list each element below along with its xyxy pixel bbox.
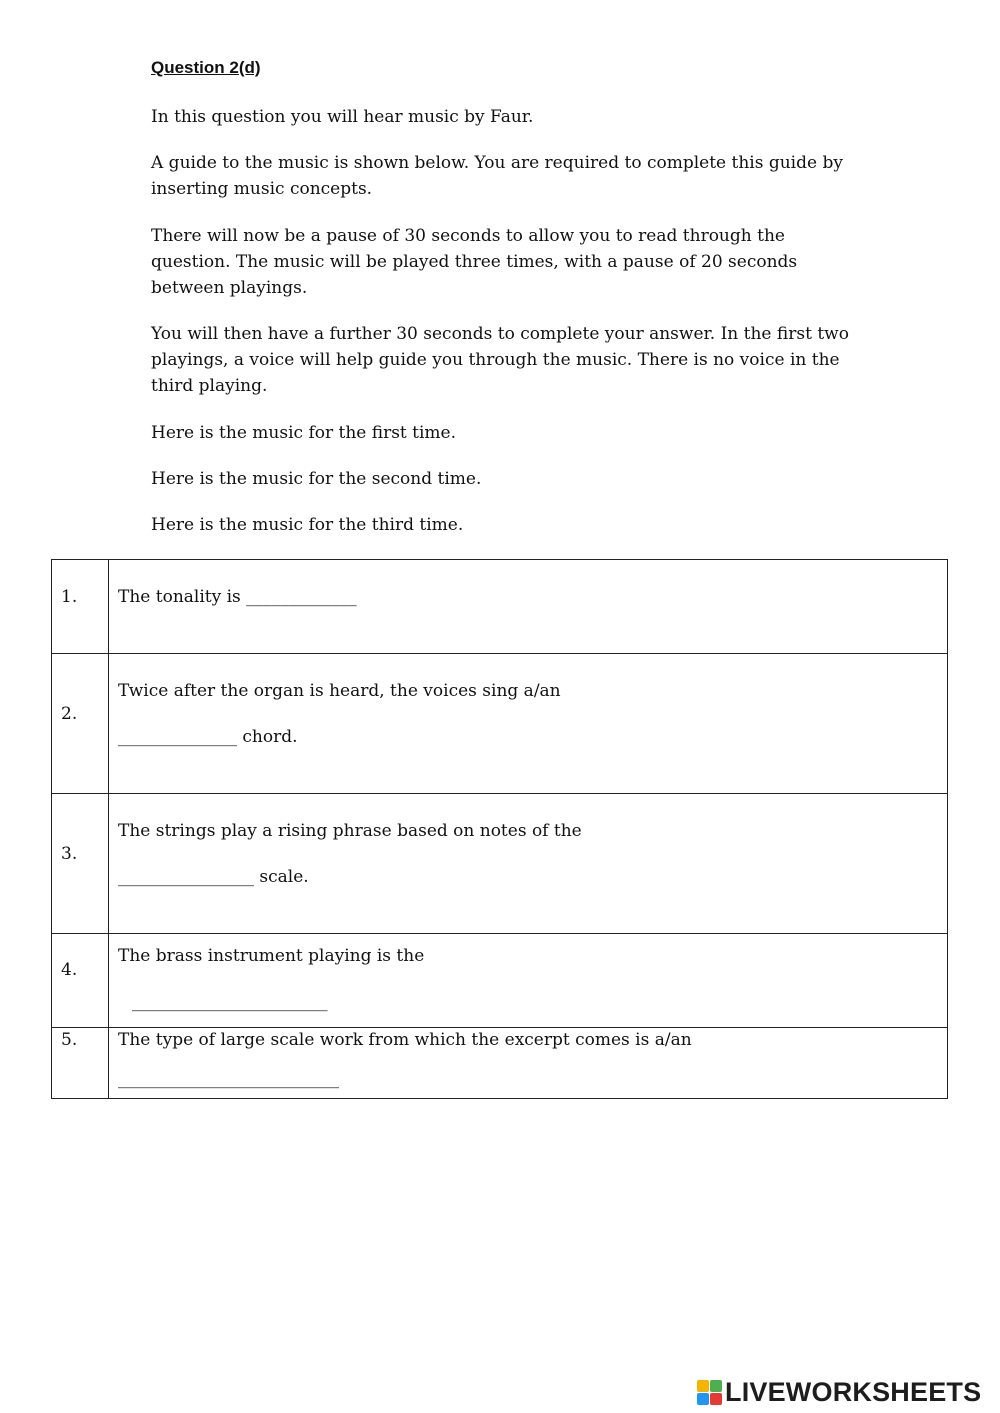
question-number-cell [52,560,109,654]
table-row [52,654,948,794]
answer-guide-table [51,559,948,1099]
intro-paragraph: A guide to the music is shown below. You are required to complete this guide by inserting music concepts. [151,153,843,199]
intro-paragraph: You will then have a further 30 seconds to complete your answer. In the first two playings, a voice will help guide you through the music. There is no voice in the third playing. [151,324,849,396]
question-number-cell [52,1028,109,1099]
question-cell[interactable] [109,654,948,794]
logo-text: LIVEWORKSHEETS [725,1377,982,1407]
question-cell[interactable] [109,794,948,934]
question-number: 5. [61,1030,78,1050]
question-number: 2. [61,704,78,724]
question-number: 3. [61,844,78,864]
question-number-cell [52,934,109,1028]
intro-paragraph: In this question you will hear music by Faur. [151,107,534,127]
question-text: The type of large scale work from which the excerpt comes is a/an [118,1030,692,1050]
question-cell[interactable] [109,1028,948,1099]
question-text: The strings play a rising phrase based on notes of the [118,821,582,841]
answer-blank[interactable]: ______________ chord. [118,727,298,747]
table-row [52,560,948,654]
answer-blank[interactable]: _______________________ [132,992,328,1012]
question-text: The brass instrument playing is the [118,946,425,966]
question-number-cell [52,794,109,934]
question-number: 4. [61,960,78,980]
intro-paragraph: Here is the music for the third time. [151,515,464,535]
intro-paragraph: Here is the music for the first time. [151,423,457,443]
table-row [52,794,948,934]
question-number-cell [52,654,109,794]
table-row [52,934,948,1028]
liveworksheets-logo[interactable] [697,1377,981,1408]
question-text: Twice after the organ is heard, the voices sing a/an [118,681,561,701]
intro-paragraph: Here is the music for the second time. [151,469,482,489]
answer-blank[interactable]: __________________________ [118,1069,339,1089]
intro-paragraph: There will now be a pause of 30 seconds to allow you to read through the question. The music will be played three times, with a pause of 20 seconds between playings. [151,226,798,298]
table-row [52,1028,948,1099]
logo-squares-icon [697,1380,722,1405]
answer-blank[interactable]: ________________ scale. [118,867,309,887]
question-cell[interactable] [109,934,948,1028]
question-text: The tonality is _____________ [118,587,357,607]
question-number: 1. [61,587,78,607]
page-title: Question 2(d) [151,58,261,77]
question-cell[interactable] [109,560,948,654]
